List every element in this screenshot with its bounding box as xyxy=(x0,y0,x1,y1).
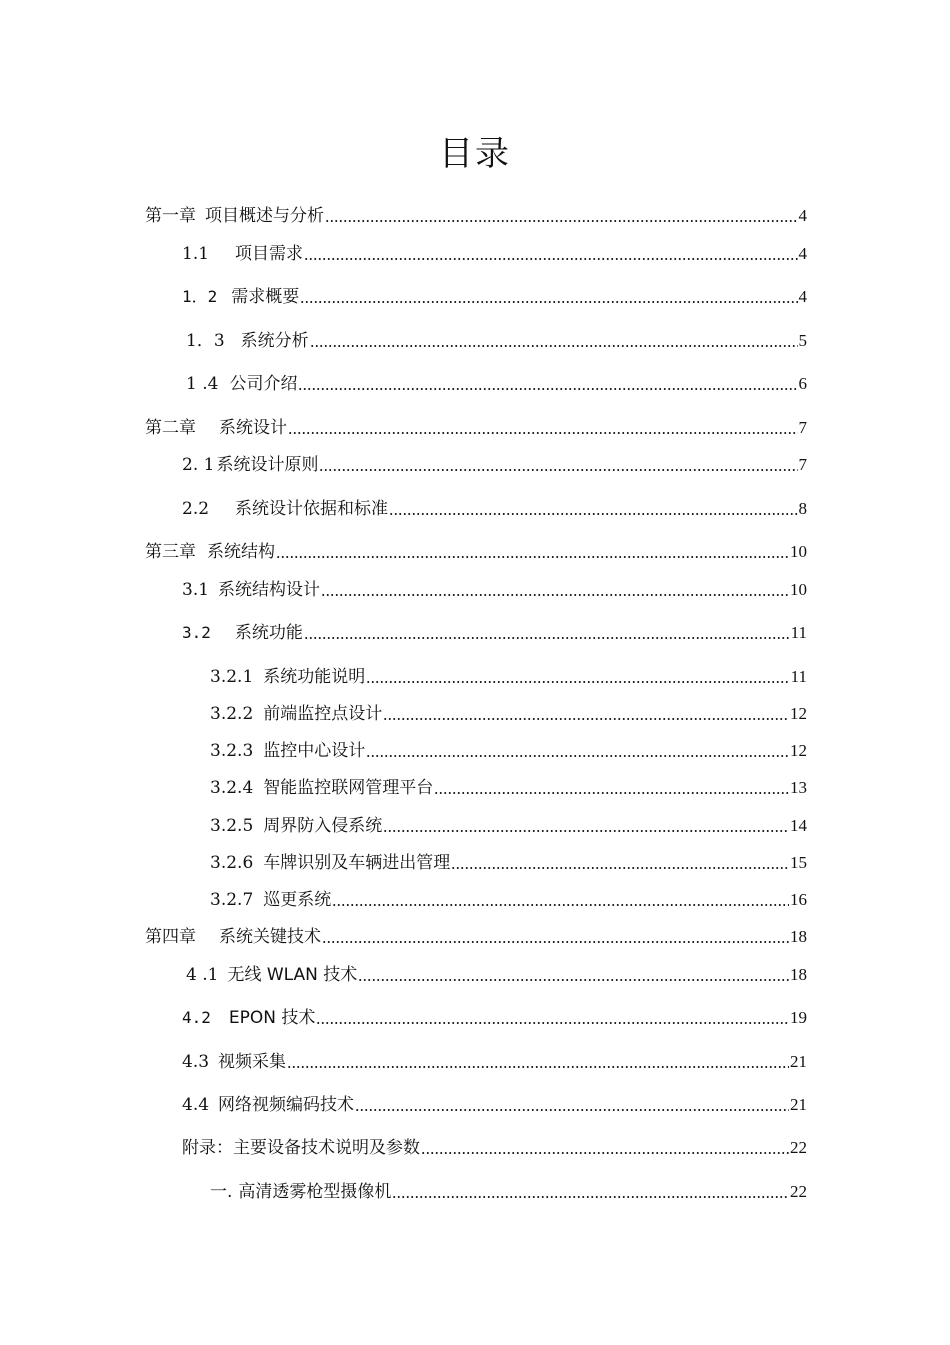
toc-entry-appendix[interactable] xyxy=(182,1133,807,1159)
toc-entry-title: 系统关键技术 xyxy=(219,927,321,947)
toc-entry-number: 3.2 xyxy=(182,623,211,642)
toc-entry-page: 5 xyxy=(798,331,807,350)
toc-entry-4-1[interactable] xyxy=(186,960,807,986)
toc-entry-page: 15 xyxy=(790,853,807,872)
dot-leader xyxy=(321,594,789,596)
dot-leader xyxy=(383,830,789,832)
toc-entry-1-4[interactable] xyxy=(186,369,807,395)
toc-entry-title: 需求概要 xyxy=(231,287,300,307)
toc-entry-number: 4.2 xyxy=(182,1008,211,1027)
toc-entry-page: 21 xyxy=(790,1095,807,1114)
toc-entry-title: 系统功能说明 xyxy=(263,667,366,687)
dot-leader xyxy=(355,1109,789,1111)
toc-entry-number: 2. 1 xyxy=(182,455,215,475)
dot-leader xyxy=(316,1022,789,1024)
toc-entry-title: 公司介绍 xyxy=(229,374,298,394)
toc-entry-page: 10 xyxy=(790,580,807,599)
toc-entry-number: 3.2.6 xyxy=(210,853,254,873)
dot-leader xyxy=(304,258,797,260)
page-title: 目录 xyxy=(439,134,511,174)
toc-entry-chapter-2[interactable] xyxy=(145,413,807,439)
toc-entry-3-2-7[interactable] xyxy=(210,885,807,911)
toc-entry-page: 18 xyxy=(790,965,807,984)
toc-entry-4-4[interactable] xyxy=(182,1090,807,1116)
dot-leader xyxy=(366,755,789,757)
toc-entry-number: 2.2 xyxy=(182,499,210,519)
dot-leader xyxy=(358,979,789,981)
toc-entry-number: 一. xyxy=(210,1182,233,1202)
toc-entry-page: 4 xyxy=(798,287,807,306)
toc-entry-3-2-2[interactable] xyxy=(210,699,807,725)
toc-entry-page: 22 xyxy=(790,1182,807,1201)
toc-entry-1-1[interactable] xyxy=(182,239,807,265)
toc-entry-appendix-1[interactable] xyxy=(210,1177,807,1203)
toc-entry-number: 1．3 xyxy=(186,331,225,351)
dot-leader xyxy=(389,513,797,515)
toc-entry-title: 前端监控点设计 xyxy=(263,704,383,724)
toc-entry-page: 7 xyxy=(798,418,807,437)
toc-entry-title: 系统分析 xyxy=(240,331,309,351)
toc-entry-4-3[interactable] xyxy=(182,1047,807,1073)
toc-entry-title: 无线 WLAN 技术 xyxy=(227,965,358,985)
toc-entry-title: 系统设计依据和标准 xyxy=(235,499,389,519)
dot-leader xyxy=(310,345,798,347)
dot-leader xyxy=(392,1196,789,1198)
toc-entry-title: 系统功能 xyxy=(234,623,303,643)
toc-entry-3-2-5[interactable] xyxy=(210,811,807,837)
dot-leader xyxy=(332,904,789,906)
toc-entry-title: 车牌识别及车辆进出管理 xyxy=(263,853,451,873)
toc-entry-title: 周界防入侵系统 xyxy=(263,816,383,836)
dot-leader xyxy=(366,681,789,683)
toc-entry-page: 10 xyxy=(790,542,807,561)
toc-entry-page: 16 xyxy=(790,890,807,909)
toc-entry-page: 19 xyxy=(790,1008,807,1027)
toc-entry-title: 系统结构设计 xyxy=(218,580,321,600)
toc-entry-page: 13 xyxy=(790,778,807,797)
toc-entry-page: 14 xyxy=(790,816,807,835)
toc-entry-title: 系统设计原则 xyxy=(216,455,319,475)
toc-entry-title: 高清透雾枪型摄像机 xyxy=(238,1182,392,1202)
toc-entry-title: 巡更系统 xyxy=(263,890,332,910)
toc-entry-page: 4 xyxy=(798,244,807,263)
toc-entry-page: 4 xyxy=(798,206,807,225)
dot-leader xyxy=(325,220,798,222)
toc-entry-chapter-3[interactable] xyxy=(145,537,807,563)
toc-entry-page: 22 xyxy=(790,1138,807,1157)
toc-entry-title: 监控中心设计 xyxy=(263,741,366,761)
toc-entry-3-2-4[interactable] xyxy=(210,773,807,799)
dot-leader xyxy=(287,1066,789,1068)
dot-leader xyxy=(298,388,797,390)
toc-entry-title: 系统设计 xyxy=(219,418,287,438)
toc-entry-2-2[interactable] xyxy=(182,494,807,520)
toc-entry-number: 1．2 xyxy=(182,287,218,306)
toc-entry-number: 3.2.1 xyxy=(210,667,254,687)
dot-leader xyxy=(434,792,789,794)
toc-entry-number: 第四章 xyxy=(145,927,196,947)
toc-entry-3-2[interactable] xyxy=(182,618,807,644)
toc-entry-title: 网络视频编码技术 xyxy=(218,1095,355,1115)
toc-entry-number: 附录： xyxy=(182,1138,233,1158)
toc-entry-number: 3.2.2 xyxy=(210,704,254,724)
toc-entry-number: 3.2.7 xyxy=(210,890,254,910)
dot-leader xyxy=(276,556,789,558)
toc-entry-page: 21 xyxy=(790,1052,807,1071)
toc-entry-title: 项目概述与分析 xyxy=(205,206,324,226)
toc-entry-3-2-1[interactable] xyxy=(210,662,807,688)
toc-entry-number: 3.2.5 xyxy=(210,816,254,836)
dot-leader xyxy=(300,301,797,303)
toc-entry-title: 系统结构 xyxy=(207,542,275,562)
toc-entry-chapter-4[interactable] xyxy=(145,922,807,948)
toc-entry-chapter-1[interactable] xyxy=(145,201,807,227)
toc-entry-3-1[interactable] xyxy=(182,575,807,601)
toc-entry-page: 6 xyxy=(798,374,807,393)
toc-entry-number: 4.4 xyxy=(182,1095,210,1115)
toc-entry-4-2[interactable] xyxy=(182,1003,807,1029)
toc-entry-page: 18 xyxy=(790,927,807,946)
toc-entry-page: 12 xyxy=(790,741,807,760)
toc-entry-title: 视频采集 xyxy=(218,1052,287,1072)
toc-entry-number: 1 .4 xyxy=(186,374,219,394)
toc-entry-number: 3.2.4 xyxy=(210,778,254,798)
dot-leader xyxy=(322,941,789,943)
toc-entry-number: 4 .1 xyxy=(186,965,219,985)
dot-leader xyxy=(304,637,790,639)
toc-entry-title: EPON 技术 xyxy=(228,1008,316,1028)
toc-entry-number: 第三章 xyxy=(145,542,196,562)
toc-entry-number: 第二章 xyxy=(145,418,196,438)
toc-entry-title: 项目需求 xyxy=(235,244,304,264)
toc-entry-page: 11 xyxy=(790,623,807,642)
toc-entry-number: 4.3 xyxy=(182,1052,210,1072)
toc-entry-3-2-3[interactable] xyxy=(210,736,807,762)
toc-entry-2-1[interactable] xyxy=(182,450,807,476)
toc-entry-number: 1.1 xyxy=(182,244,210,264)
dot-leader xyxy=(421,1152,789,1154)
toc-entry-page: 11 xyxy=(790,667,807,686)
toc-entry-number: 第一章 xyxy=(145,206,196,226)
toc-entry-number: 3.1 xyxy=(182,580,210,600)
toc-entry-page: 8 xyxy=(798,499,807,518)
toc-entry-title: 主要设备技术说明及参数 xyxy=(233,1138,420,1158)
dot-leader xyxy=(383,718,789,720)
dot-leader xyxy=(288,432,798,434)
toc-entry-title: 智能监控联网管理平台 xyxy=(263,778,434,798)
toc-entry-page: 7 xyxy=(798,455,807,474)
toc-entry-number: 3.2.3 xyxy=(210,741,254,761)
dot-leader xyxy=(451,867,789,869)
toc-entry-3-2-6[interactable] xyxy=(210,848,807,874)
toc-entry-1-2[interactable] xyxy=(182,282,807,308)
toc-entry-page: 12 xyxy=(790,704,807,723)
dot-leader xyxy=(319,469,797,471)
toc-entry-1-3[interactable] xyxy=(186,326,807,352)
